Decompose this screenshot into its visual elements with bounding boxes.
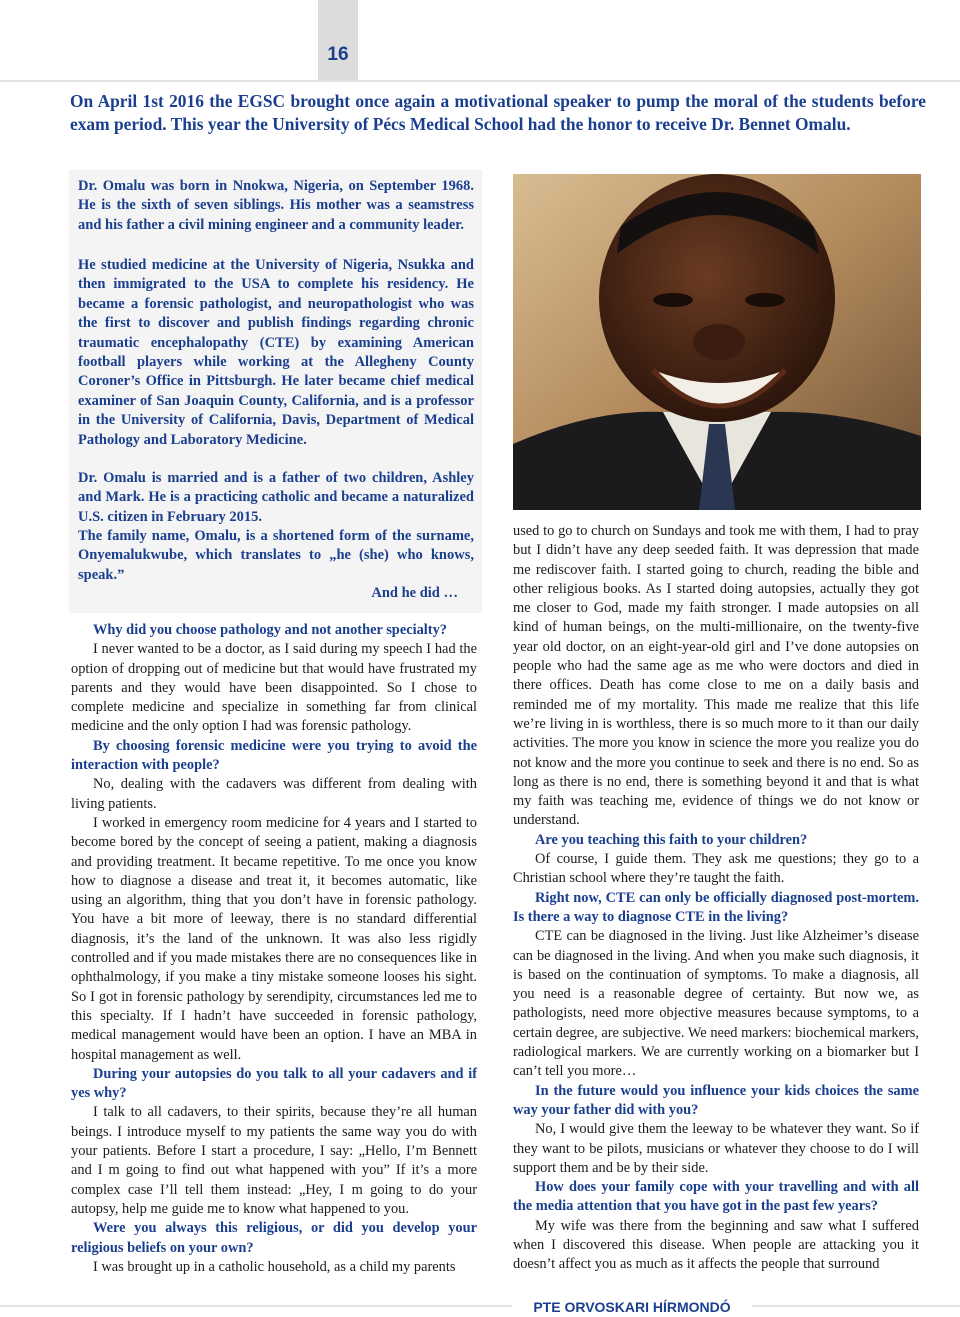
question-family-media: How does your family cope with your travelling and with all the media attention that you have got in the past few years? bbox=[513, 1179, 919, 1215]
answer-emergency-room: I worked in emergency room medicine for 4 years and I started to become bored by the concept of seeing a patient, making a diagnosis and providing treatment. It became repetitive. To me once you know how to diagnose a disease and treat it, it becomes automatic, like using an algorithm, thing that you don’t have in forensic pathology. You have a bit more of leeway, there is no standard differential diagnosis, it’s the land of the unknown. It was also less rigidly controlled and if you made mistakes there are no consequences like in ophthalmology, if you make a tiny mistake someone looses his sight. So I got in forensic pathology by serendipity, circumstances led me to this specialty. If I hadn’t have succeeded in forensic pathology, medical management would have been an option. I have an MBA in hospital management as well. bbox=[71, 814, 477, 1063]
intro-paragraph: On April 1st 2016 the EGSC brought once again a motivational speaker to pump the moral of the students before exam period. This year the University of Pécs Medical School had the honor to receive Dr. Bennet Omalu. bbox=[70, 91, 926, 134]
answer-cadavers: I talk to all cadavers, to their spirits, because they’re all human beings. I introduce myself to my patients the same way you do with your patients. Before I start a procedure, I say: „Hello, I’m Bennett and I m going to find out what happened with you” If it’s a more complex case I’ll tell them instead: „Hey, I m going to do your autopsy, help me guide me to know what happened to you. bbox=[71, 1104, 477, 1217]
top-divider bbox=[0, 80, 960, 82]
answer-faith-children: Of course, I guide them. They ask me questions; they go to a Christian school where they’re taught the faith. bbox=[513, 851, 919, 887]
answer-cte-diagnosis: CTE can be diagnosed in the living. Just like Alzheimer’s disease can be diagnosed in the living. And when you make such diagnosis, it is based on the continuation of symptoms. To make a diagnosis, all you need is a reasonable degree of certainty. But now we, as pathologists, need more objective measures because symptoms, to a certain degree, are subjective. We need markers: biochemical markers, radiological markers. We are currently working on a biomarker but I can’t tell you more… bbox=[513, 928, 919, 1080]
question-cadavers: During your autopsies do you talk to all your cadavers and if yes why? bbox=[71, 1065, 477, 1102]
bio-signoff: And he did … bbox=[371, 585, 458, 601]
answer-forensic-interaction: No, dealing with the cadavers was different from dealing with living patients. bbox=[71, 776, 477, 812]
question-pathology: Why did you choose pathology and not another specialty? bbox=[93, 622, 447, 638]
question-religion: Were you always this religious, or did you develop your religious beliefs on your own? bbox=[71, 1220, 477, 1256]
bio-paragraph-birth: Dr. Omalu was born in Nnokwa, Nigeria, on September 1968. He is the sixth of seven siblings. His mother was a seamstress and his father a civil mining engineer and a community leader. bbox=[78, 178, 474, 233]
portrait-photo bbox=[513, 174, 921, 510]
bio-paragraph-career: He studied medicine at the University of Nigeria, Nsukka and then immigrated to the USA to complete his residency. He became a forensic pathologist, and neuropathologist who was the first to discover and publish findings regarding chronic traumatic encephalopathy (CTE) by examining American football players while working at the Allegheny County Coroner’s Office in Pittsburgh. He later became chief medical examiner of San Joaquin County, California, and is a professor in the University of California, Davis, Department of Medical Pathology and Laboratory Medicine. bbox=[78, 257, 474, 448]
interview-left-column bbox=[71, 621, 477, 1277]
bio-paragraph-family: Dr. Omalu is married and is a father of two children, Ashley and Mark. He is a practicing catholic and became a naturalized U.S. citizen in February 2015. bbox=[78, 470, 474, 525]
answer-kids-choices: No, I would give them the leeway to be whatever they want. So if they want to be pilots, musicians or whatever they choose to do I will support them and be by their side. bbox=[513, 1121, 919, 1176]
footer-divider bbox=[0, 1305, 960, 1307]
question-faith-children: Are you teaching this faith to your children? bbox=[535, 831, 808, 848]
question-forensic-interaction: By choosing forensic medicine were you trying to avoid the interaction with people? bbox=[71, 737, 477, 774]
page-number: 16 bbox=[327, 44, 349, 65]
interview-right-column bbox=[513, 522, 919, 1275]
answer-family-media: My wife was there from the beginning and saw what I suffered when I discovered this disease. When people are attacking you it doesn’t affect you as much as it affects the people that surround bbox=[513, 1217, 919, 1273]
answer-pathology: I never wanted to be a doctor, as I said during my speech I had the option of dropping out of medicine but that would have frustrated my parents and they would have been disappointed. So I chose to complete medicine and specialize in something far from clinical medicine and the only option I had was forensic pathology. bbox=[71, 641, 477, 735]
question-kids-choices: In the future would you influence your kids choices the same way your father did with you? bbox=[513, 1082, 919, 1118]
question-cte-diagnosis: Right now, CTE can only be officially diagnosed post-mortem. Is there a way to diagnose CTE in the living? bbox=[513, 889, 919, 925]
answer-religion-continued: used to go to church on Sundays and took me with them, I had to pray but I didn’t have any deep seeded faith. It was depression that made me rediscover faith. I started going to church, reading the bible and other religious books. As I started doing autopsies, actually they got me closer to God, made my faith stronger. I made autopsies on all kind of human beings, on the multi-millionaire, on the twenty-five year old doctor, on an eight-year-old girl and I’ve done autopsies on people who had the same age as me who were doctors and died in there offices. Death has come close to me on a daily basis and reminded me of my mortality. This made me realize that this life we’re living in is worthless, there is so much more to it than our daily activities. The more you know in science the more you realize you do not know and the more you continue to seek and there is no end. So as long as there is no end, there is something beyond it and that is what my faith was teaching me, evidence of things we do not know or understand. bbox=[513, 523, 919, 829]
bio-paragraph-surname: The family name, Omalu, is a shortened form of the surname, Onyemalukwube, which translates to „he (she) who knows, speak.” bbox=[78, 528, 474, 583]
answer-religion-start: I was brought up in a catholic household, as a child my parents bbox=[93, 1258, 456, 1275]
footer-publication-name: PTE ORVOSKARI HÍRMONDÓ bbox=[512, 1297, 752, 1317]
page-number-tab bbox=[318, 0, 358, 80]
